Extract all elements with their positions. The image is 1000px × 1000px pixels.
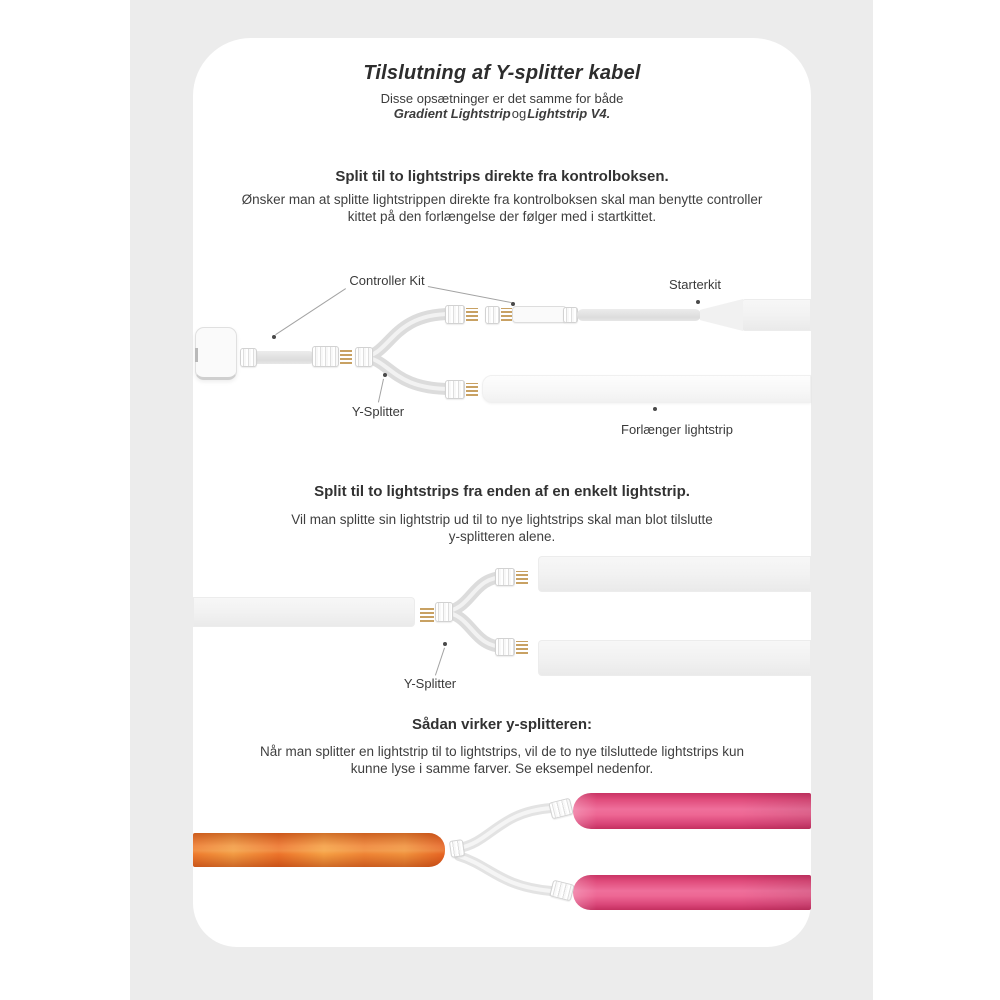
y-splitter-2-input-connector [435,602,453,622]
y-branch-2-top-connector [495,568,515,586]
source-strip-pins [420,607,434,622]
instruction-card [193,38,811,947]
orange-strip-connector [449,839,465,858]
diagram-split-from-controlbox [193,273,811,488]
starter-cable-connector [563,307,578,323]
section1-heading: Split til to lightstrips direkte fra kontrolboksen. [335,168,669,185]
y-branch-2-top-pins [516,571,528,584]
controller-cable-connector-right [312,346,339,367]
section1-body-line1: Ønsker man at splitte lightstrippen direkte fra kontrolboksen skal man benytte controller [241,192,763,207]
section3-heading: Sådan virker y-splitteren: [411,716,593,733]
section2-body-line1: Vil man splitte sin lightstrip ud til to nye lightstrips skal man blot tilslutte [291,512,713,527]
y-splitter-input-connector [355,347,373,367]
label-starterkit: Starterkit [668,277,721,292]
subtitle-connector-word: og [511,106,527,121]
section1-body-line2: kittet på den forlængelse der følger med i startkittet. [347,209,657,224]
section2-heading: Split til to lightstrips fra enden af en enkelt lightstrip. [314,483,690,500]
y-branch-bottom-pins [466,383,478,396]
dot-controller-kit-right [511,302,515,306]
starter-extension-plug [512,306,567,323]
diagram-split-from-strip-end [193,548,811,698]
dot-y-splitter-2 [443,642,447,646]
controller-cable-connector-left [240,348,257,367]
section2-body-line2: y-splitteren alene. [448,529,556,544]
controller-cable [251,351,315,364]
controller-box [195,327,237,380]
starter-cable [577,309,701,321]
y-splitter-cable-arms-3 [193,790,811,915]
subtitle-line-1: Disse opsætninger er det samme for både [380,91,624,106]
controller-cable-pins [340,350,352,364]
dot-extension-lightstrip [653,407,657,411]
label-extension-lightstrip: Forlænger lightstrip [621,422,733,437]
label-y-splitter-2: Y-Splitter [403,676,457,691]
starter-extension-pins [501,308,512,321]
label-controller-kit: Controller Kit [349,273,425,288]
dot-controller-kit-left [272,335,276,339]
dot-starterkit [696,300,700,304]
label-y-splitter-1: Y-Splitter [351,404,405,419]
section3-body-line1: Når man splitter en lightstrip til to lightstrips, vil de to nye tilsluttede lightstrips kun [260,744,744,759]
subtitle-line-2 [193,106,811,121]
y-branch-bottom-connector [445,380,465,399]
section3-body-line2: kunne lyse i samme farver. Se eksempel nedenfor. [350,761,654,776]
y-branch-2-bottom-pins [516,641,528,654]
subtitle-product-a: Gradient Lightstrip [393,106,511,121]
y-branch-top-connector [445,305,465,324]
page-title: Tilslutning af Y-splitter kabel [363,62,641,84]
y-branch-2-bottom-connector [495,638,515,656]
starter-extension-connector [485,306,500,324]
y-branch-top-pins [466,308,478,321]
dot-y-splitter-1 [383,373,387,377]
subtitle-product-b: Lightstrip V4. [527,106,611,121]
diagram-color-example [193,790,811,915]
